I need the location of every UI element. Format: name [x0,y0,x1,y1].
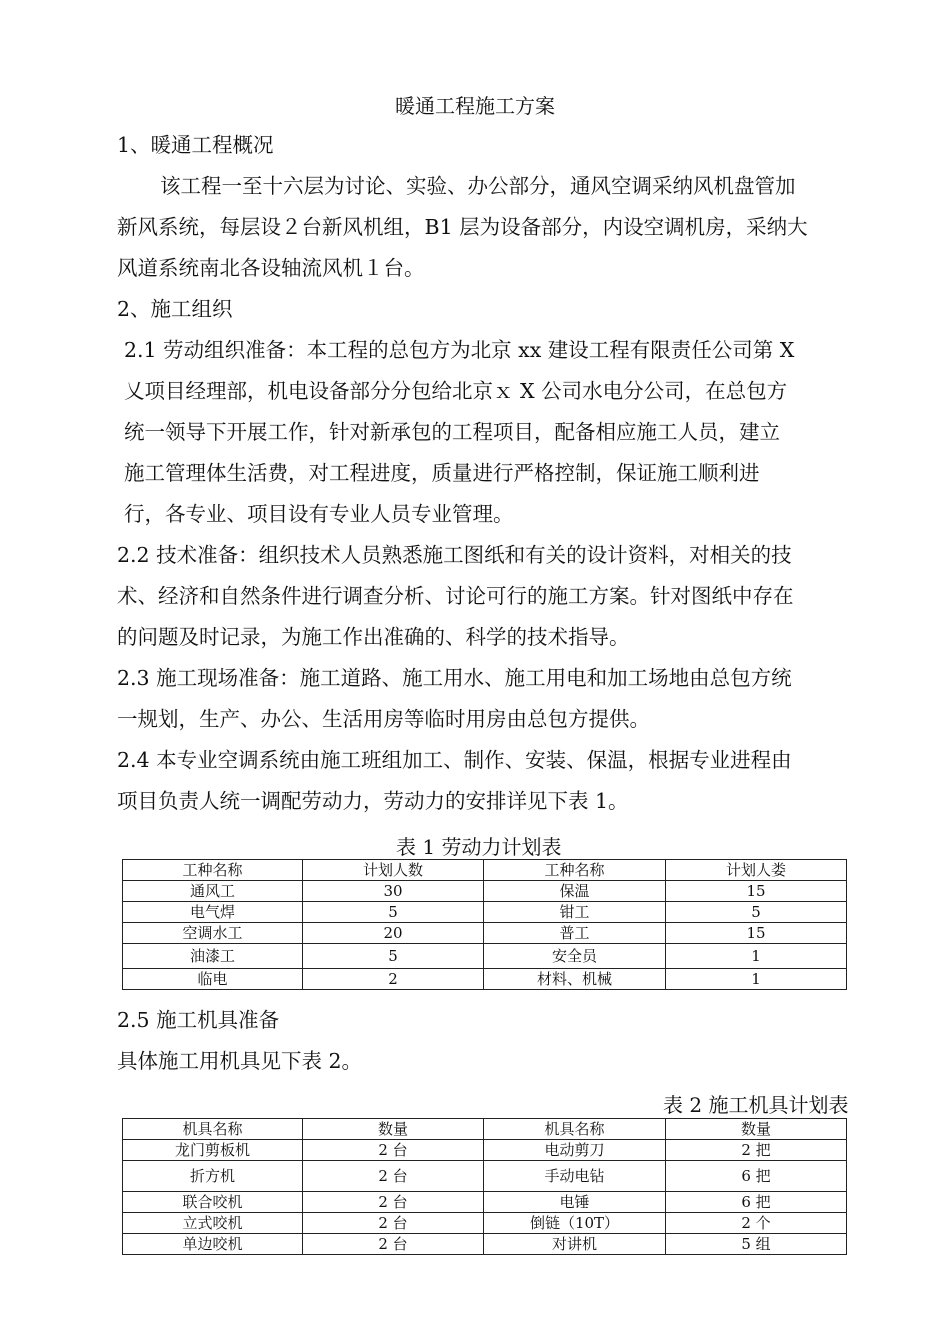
s2-1-line-2: 乂项目经理部，机电设备部分分包给北京ｘ X 公司水电分公司，在总包方 [124,379,788,403]
labor-plan-table [122,859,847,990]
table-cell: 普工 [484,923,666,944]
table-row [123,1192,847,1213]
table-row [123,902,847,923]
table-cell: 折方机 [123,1161,303,1192]
table-1-caption: 表 1 劳动力计划表 [396,835,562,859]
table-cell: 6 把 [666,1161,847,1192]
document-title: 暖通工程施工方案 [395,94,555,118]
equipment-plan-table [122,1118,847,1255]
table-cell: 保温 [484,881,666,902]
table-cell: 钳工 [484,902,666,923]
s2-2-line-3: 的问题及时记录，为施工作出准确的、科学的技术指导。 [117,625,630,649]
table-row [123,944,847,969]
table-cell: 20 [303,923,484,944]
table-cell: 2 台 [303,1140,484,1161]
section-1-heading: 1、暖通工程概况 [117,133,274,157]
table-cell: 2 把 [666,1140,847,1161]
table-cell: 临电 [123,969,303,990]
table-cell: 5 [666,902,847,923]
s2-4-line-2: 项目负责人统一调配劳动力，劳动力的安排详见下表 1。 [117,789,629,813]
table-cell: 手动电钻 [484,1161,666,1192]
s2-1-line-3: 统一领导下开展工作，针对新承包的工程项目，配备相应施工人员，建立 [124,420,780,444]
table-cell: 30 [303,881,484,902]
s2-5-text: 具体施工用机具见下表 2。 [117,1049,363,1073]
table-cell: 联合咬机 [123,1192,303,1213]
table-cell: 2 台 [303,1192,484,1213]
s2-2-line-2: 术、经济和自然条件进行调查分析、讨论可行的施工方案。针对图纸中存在 [117,584,794,608]
table-cell: 龙门剪板机 [123,1140,303,1161]
table-cell: 5 组 [666,1234,847,1255]
table-cell: 2 个 [666,1213,847,1234]
table-cell: 空调水工 [123,923,303,944]
table-cell: 2 台 [303,1161,484,1192]
table-cell: 立式咬机 [123,1213,303,1234]
s2-3-line-1: 2.3 施工现场准备：施工道路、施工用水、施工用电和加工场地由总包方统 [117,666,792,690]
s1-paragraph-line-2: 新风系统，每层设２台新风机组，B1 层为设备部分，内设空调机房，采纳大 [117,215,808,239]
table-cell: 2 台 [303,1234,484,1255]
table-cell: 油漆工 [123,944,303,969]
header-cell: 数量 [666,1119,847,1140]
header-cell: 计划人娄 [666,860,847,881]
s2-4-line-1: 2.4 本专业空调系统由施工班组加工、制作、安装、保温，根据专业进程由 [117,748,792,772]
s2-1-line-1: 2.1 劳动组织准备：本工程的总包方为北京 xx 建设工程有限责任公司第 X [124,338,795,362]
s2-3-line-2: 一规划，生产、办公、生活用房等临时用房由总包方提供。 [117,707,650,731]
table-cell: 材料、机械 [484,969,666,990]
table-cell: 15 [666,923,847,944]
header-cell: 工种名称 [484,860,666,881]
header-cell: 计划人数 [303,860,484,881]
header-cell: 工种名称 [123,860,303,881]
table-row [123,1140,847,1161]
s2-2-line-1: 2.2 技术准备：组织技术人员熟悉施工图纸和有关的设计资料，对相关的技 [117,543,792,567]
table-cell: 1 [666,969,847,990]
s2-1-line-4: 施工管理体生活费，对工程进度，质量进行严格控制，保证施工顺利进 [124,461,760,485]
header-cell: 数量 [303,1119,484,1140]
table-cell: 2 [303,969,484,990]
table-header-row [123,860,847,881]
table-cell: 15 [666,881,847,902]
table-header-row [123,1119,847,1140]
table-row [123,1161,847,1192]
s1-paragraph-line-1: 该工程一至十六层为讨论、实验、办公部分，通风空调采纳风机盘管加 [160,174,796,198]
table-cell: 1 [666,944,847,969]
table-row [123,881,847,902]
s2-5-heading: 2.5 施工机具准备 [117,1008,280,1032]
table-cell: 电动剪刀 [484,1140,666,1161]
table-cell: 安全员 [484,944,666,969]
s1-paragraph-line-3: 风道系统南北各设轴流风机１台。 [117,256,425,280]
table-cell: 5 [303,902,484,923]
table-cell: 电气焊 [123,902,303,923]
table-row [123,1213,847,1234]
table-2-caption: 表 2 施工机具计划表 [663,1093,849,1117]
table-cell: 5 [303,944,484,969]
table-cell: 单边咬机 [123,1234,303,1255]
table-cell: 6 把 [666,1192,847,1213]
table-cell: 倒链（10T） [484,1213,666,1234]
table-cell: 电锤 [484,1192,666,1213]
table-cell: 对讲机 [484,1234,666,1255]
table-cell: 通风工 [123,881,303,902]
s2-1-line-5: 行，各专业、项目设有专业人员专业管理。 [124,502,514,526]
section-2-heading: 2、施工组织 [117,297,233,321]
header-cell: 机具名称 [484,1119,666,1140]
table-row [123,923,847,944]
table-row [123,1234,847,1255]
table-row [123,969,847,990]
header-cell: 机具名称 [123,1119,303,1140]
table-cell: 2 台 [303,1213,484,1234]
